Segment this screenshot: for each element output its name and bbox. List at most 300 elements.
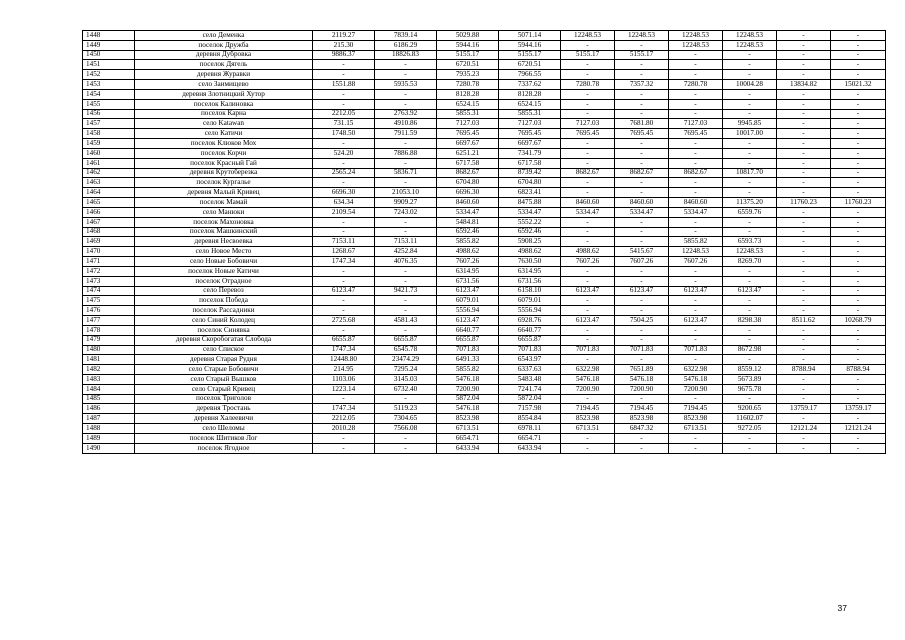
value-cell: - [561, 237, 615, 247]
value-cell: 6593.73 [723, 237, 777, 247]
value-cell: - [777, 109, 831, 119]
value-cell: 13759.17 [831, 404, 886, 414]
value-cell: - [777, 306, 831, 316]
value-cell: 7695.45 [437, 129, 499, 139]
value-cell: - [777, 89, 831, 99]
value-cell: 6697.67 [437, 139, 499, 149]
value-cell: - [723, 355, 777, 365]
value-cell: 10004.28 [723, 80, 777, 90]
value-cell: - [723, 433, 777, 443]
value-cell: - [723, 276, 777, 286]
row-number-cell: 1473 [83, 276, 135, 286]
value-cell: - [723, 188, 777, 198]
table-row [83, 325, 886, 335]
value-cell: 11602.07 [723, 414, 777, 424]
value-cell: 5334.47 [561, 207, 615, 217]
value-cell: - [561, 139, 615, 149]
value-cell: 7681.80 [615, 119, 669, 129]
value-cell: - [831, 306, 886, 316]
value-cell: - [831, 60, 886, 70]
table-row [83, 384, 886, 394]
value-cell: 12248.53 [615, 31, 669, 41]
value-cell: 5872.04 [499, 394, 561, 404]
value-cell: - [831, 50, 886, 60]
row-number-cell: 1451 [83, 60, 135, 70]
table-row [83, 139, 886, 149]
value-cell: 4988.62 [437, 247, 499, 257]
page-number: 37 [837, 603, 847, 613]
value-cell: - [723, 148, 777, 158]
value-cell: 9675.78 [723, 384, 777, 394]
value-cell: 5855.82 [669, 237, 723, 247]
table-row [83, 129, 886, 139]
value-cell: 23474.29 [375, 355, 437, 365]
value-cell: 6079.01 [437, 296, 499, 306]
row-number-cell: 1456 [83, 109, 135, 119]
value-cell: 7504.25 [615, 316, 669, 326]
value-cell: 7966.55 [499, 70, 561, 80]
value-cell: - [723, 70, 777, 80]
value-cell: 8460.60 [615, 198, 669, 208]
row-number-cell: 1475 [83, 296, 135, 306]
value-cell: - [313, 89, 375, 99]
value-cell: 21053.10 [375, 188, 437, 198]
value-cell: 215.30 [313, 40, 375, 50]
value-cell: 6545.78 [375, 345, 437, 355]
value-cell: - [561, 89, 615, 99]
value-cell: - [831, 286, 886, 296]
value-cell: 8682.67 [669, 168, 723, 178]
value-cell: - [669, 109, 723, 119]
value-cell: 8523.98 [561, 414, 615, 424]
value-cell: 6640.77 [437, 325, 499, 335]
table-row [83, 424, 886, 434]
value-cell: - [777, 276, 831, 286]
value-cell: 5908.25 [499, 237, 561, 247]
value-cell: - [723, 266, 777, 276]
settlement-name-cell: деревня Тростань [135, 404, 313, 414]
table-row [83, 257, 886, 267]
value-cell: - [669, 443, 723, 453]
row-number-cell: 1468 [83, 227, 135, 237]
table-row [83, 266, 886, 276]
value-cell: 2565.24 [313, 168, 375, 178]
value-cell: 5944.16 [499, 40, 561, 50]
settlement-name-cell: село Старый Вышков [135, 374, 313, 384]
value-cell: 6654.71 [499, 433, 561, 443]
value-cell: 6322.98 [561, 365, 615, 375]
row-number-cell: 1477 [83, 316, 135, 326]
value-cell: 7337.62 [499, 80, 561, 90]
row-number-cell: 1450 [83, 50, 135, 60]
value-cell: - [777, 257, 831, 267]
value-cell: - [375, 99, 437, 109]
value-cell: 8739.42 [499, 168, 561, 178]
value-cell: 7295.24 [375, 365, 437, 375]
row-number-cell: 1465 [83, 198, 135, 208]
table-row [83, 70, 886, 80]
value-cell: - [831, 109, 886, 119]
settlement-name-cell: поселок Клюков Мох [135, 139, 313, 149]
value-cell: - [831, 148, 886, 158]
value-cell: 6704.80 [499, 178, 561, 188]
value-cell: - [777, 70, 831, 80]
value-cell: - [561, 296, 615, 306]
value-cell: - [669, 139, 723, 149]
value-cell: 8298.38 [723, 316, 777, 326]
value-cell: - [615, 158, 669, 168]
value-cell: - [777, 237, 831, 247]
value-cell: 6186.29 [375, 40, 437, 50]
value-cell: 6123.47 [615, 286, 669, 296]
value-cell: - [375, 178, 437, 188]
value-cell: - [375, 139, 437, 149]
value-cell: 7341.79 [499, 148, 561, 158]
value-cell: - [831, 296, 886, 306]
table-row [83, 40, 886, 50]
value-cell: - [669, 296, 723, 306]
row-number-cell: 1464 [83, 188, 135, 198]
value-cell: - [777, 394, 831, 404]
settlement-name-cell: поселок Победа [135, 296, 313, 306]
value-cell: - [313, 394, 375, 404]
value-cell: 7071.83 [437, 345, 499, 355]
row-number-cell: 1459 [83, 139, 135, 149]
settlement-name-cell: село Старый Кривец [135, 384, 313, 394]
value-cell: - [777, 148, 831, 158]
value-cell: - [723, 217, 777, 227]
row-number-cell: 1481 [83, 355, 135, 365]
value-cell: - [313, 276, 375, 286]
value-cell: - [313, 325, 375, 335]
value-cell: - [723, 325, 777, 335]
value-cell: 5476.18 [437, 404, 499, 414]
table-row [83, 394, 886, 404]
value-cell: - [375, 276, 437, 286]
settlement-name-cell: поселок Отрадное [135, 276, 313, 286]
settlement-name-cell: поселок Махоновка [135, 217, 313, 227]
value-cell: 7153.11 [375, 237, 437, 247]
value-cell: 5476.18 [437, 374, 499, 384]
table-row [83, 168, 886, 178]
value-cell: 6732.40 [375, 384, 437, 394]
value-cell: 5855.82 [437, 365, 499, 375]
value-cell: 7651.89 [615, 365, 669, 375]
value-cell: 7071.83 [561, 345, 615, 355]
value-cell: 1268.67 [313, 247, 375, 257]
value-cell: 7566.08 [375, 424, 437, 434]
value-cell: - [313, 139, 375, 149]
value-cell: - [561, 99, 615, 109]
value-cell: - [831, 374, 886, 384]
table-row [83, 158, 886, 168]
value-cell: - [723, 99, 777, 109]
value-cell: - [669, 188, 723, 198]
value-cell: 8460.60 [561, 198, 615, 208]
value-cell: 7839.14 [375, 31, 437, 41]
value-cell: 7127.03 [437, 119, 499, 129]
settlement-name-cell: деревня Малый Кривец [135, 188, 313, 198]
row-number-cell: 1485 [83, 394, 135, 404]
value-cell: 7695.45 [615, 129, 669, 139]
value-cell: - [561, 325, 615, 335]
value-cell: 6704.80 [437, 178, 499, 188]
settlement-name-cell: село Перевоз [135, 286, 313, 296]
value-cell: 5552.22 [499, 217, 561, 227]
value-cell: - [561, 148, 615, 158]
value-cell: 5334.47 [499, 207, 561, 217]
value-cell: - [669, 276, 723, 286]
settlement-name-cell: поселок Мамай [135, 198, 313, 208]
value-cell: 3145.03 [375, 374, 437, 384]
value-cell: - [831, 119, 886, 129]
value-cell: - [777, 433, 831, 443]
value-cell: 4910.86 [375, 119, 437, 129]
settlement-name-cell: поселок Дягель [135, 60, 313, 70]
value-cell: 5119.23 [375, 404, 437, 414]
table-row [83, 286, 886, 296]
table-row [83, 365, 886, 375]
settlement-name-cell: деревня Крутоберезка [135, 168, 313, 178]
value-cell: 1103.06 [313, 374, 375, 384]
row-number-cell: 1488 [83, 424, 135, 434]
value-cell: - [831, 237, 886, 247]
row-number-cell: 1471 [83, 257, 135, 267]
value-cell: - [723, 178, 777, 188]
value-cell: 5855.31 [437, 109, 499, 119]
value-cell: - [375, 443, 437, 453]
row-number-cell: 1461 [83, 158, 135, 168]
value-cell: 6123.47 [561, 316, 615, 326]
value-cell: 6697.67 [499, 139, 561, 149]
row-number-cell: 1472 [83, 266, 135, 276]
row-number-cell: 1484 [83, 384, 135, 394]
row-number-cell: 1469 [83, 237, 135, 247]
settlement-name-cell: деревня Злотницкий Хутор [135, 89, 313, 99]
value-cell: - [777, 99, 831, 109]
value-cell: 6592.46 [437, 227, 499, 237]
value-cell: - [777, 129, 831, 139]
table-row [83, 316, 886, 326]
value-cell: 524.20 [313, 148, 375, 158]
value-cell: - [561, 276, 615, 286]
value-cell: - [669, 325, 723, 335]
value-cell: 7911.59 [375, 129, 437, 139]
value-cell: - [615, 394, 669, 404]
value-cell: - [615, 109, 669, 119]
row-number-cell: 1486 [83, 404, 135, 414]
row-number-cell: 1466 [83, 207, 135, 217]
value-cell: 5556.94 [437, 306, 499, 316]
value-cell: 9200.65 [723, 404, 777, 414]
table-row [83, 276, 886, 286]
value-cell: 9909.27 [375, 198, 437, 208]
value-cell: - [723, 89, 777, 99]
table-row [83, 50, 886, 60]
settlement-name-cell: деревня Журавки [135, 70, 313, 80]
value-cell: 6928.76 [499, 316, 561, 326]
value-cell: 4988.62 [499, 247, 561, 257]
value-cell: - [669, 89, 723, 99]
value-cell: 5334.47 [615, 207, 669, 217]
value-cell: - [375, 158, 437, 168]
table-row [83, 89, 886, 99]
value-cell: - [831, 40, 886, 50]
table-row [83, 198, 886, 208]
value-cell: - [831, 31, 886, 41]
value-cell: 7695.45 [669, 129, 723, 139]
value-cell: - [777, 217, 831, 227]
value-cell: - [777, 443, 831, 453]
table-row [83, 404, 886, 414]
row-number-cell: 1482 [83, 365, 135, 375]
value-cell: - [615, 325, 669, 335]
settlement-name-cell: село Синий Колодец [135, 316, 313, 326]
value-cell: 6543.97 [499, 355, 561, 365]
value-cell: - [561, 355, 615, 365]
value-cell: - [723, 227, 777, 237]
value-cell: - [777, 374, 831, 384]
tariff-table [82, 30, 886, 454]
settlement-name-cell: деревня Халеевичи [135, 414, 313, 424]
value-cell: 7200.90 [615, 384, 669, 394]
value-cell: 7243.02 [375, 207, 437, 217]
value-cell: - [723, 443, 777, 453]
value-cell: 10268.79 [831, 316, 886, 326]
value-cell: 5673.89 [723, 374, 777, 384]
value-cell: 6731.56 [437, 276, 499, 286]
value-cell: 6123.47 [669, 316, 723, 326]
value-cell: - [669, 355, 723, 365]
settlement-name-cell: деревня Дубровка [135, 50, 313, 60]
value-cell: - [777, 247, 831, 257]
value-cell: - [831, 345, 886, 355]
value-cell: - [669, 217, 723, 227]
value-cell: - [615, 306, 669, 316]
value-cell: - [615, 217, 669, 227]
value-cell: - [615, 178, 669, 188]
settlement-name-cell: село Новое Место [135, 247, 313, 257]
value-cell: - [831, 335, 886, 345]
value-cell: - [723, 296, 777, 306]
value-cell: - [561, 70, 615, 80]
table-row [83, 247, 886, 257]
value-cell: 5476.18 [669, 374, 723, 384]
value-cell: - [375, 227, 437, 237]
value-cell: - [831, 384, 886, 394]
table-row [83, 109, 886, 119]
value-cell: 7280.78 [669, 80, 723, 90]
value-cell: 7607.26 [669, 257, 723, 267]
value-cell: - [561, 266, 615, 276]
value-cell: 634.34 [313, 198, 375, 208]
value-cell: - [615, 188, 669, 198]
value-cell: - [831, 188, 886, 198]
value-cell: - [561, 335, 615, 345]
value-cell: - [777, 60, 831, 70]
settlement-name-cell: деревня Несвоевка [135, 237, 313, 247]
value-cell: - [313, 99, 375, 109]
value-cell: 7194.45 [669, 404, 723, 414]
value-cell: 6655.87 [499, 335, 561, 345]
value-cell: - [723, 335, 777, 345]
settlement-name-cell: село Манюки [135, 207, 313, 217]
value-cell: 11375.20 [723, 198, 777, 208]
value-cell: 7194.45 [615, 404, 669, 414]
value-cell: 13834.82 [777, 80, 831, 90]
value-cell: 7630.50 [499, 257, 561, 267]
value-cell: 6322.98 [669, 365, 723, 375]
value-cell: 7071.83 [669, 345, 723, 355]
value-cell: 7607.26 [437, 257, 499, 267]
value-cell: 6655.87 [313, 335, 375, 345]
value-cell: - [561, 306, 615, 316]
value-cell: 4076.35 [375, 257, 437, 267]
value-cell: 6524.15 [437, 99, 499, 109]
value-cell: - [831, 158, 886, 168]
value-cell: - [831, 207, 886, 217]
value-cell: 7280.78 [561, 80, 615, 90]
table-row [83, 355, 886, 365]
row-number-cell: 1470 [83, 247, 135, 257]
value-cell: - [777, 266, 831, 276]
value-cell: - [777, 178, 831, 188]
value-cell: 7607.26 [615, 257, 669, 267]
value-cell: - [313, 60, 375, 70]
row-number-cell: 1460 [83, 148, 135, 158]
value-cell: - [777, 207, 831, 217]
value-cell: 7127.03 [561, 119, 615, 129]
value-cell: 4581.43 [375, 316, 437, 326]
row-number-cell: 1448 [83, 31, 135, 41]
value-cell: 1747.34 [313, 404, 375, 414]
value-cell: 5334.47 [437, 207, 499, 217]
value-cell: - [615, 276, 669, 286]
value-cell: 6713.51 [561, 424, 615, 434]
value-cell: 5071.14 [499, 31, 561, 41]
table-row [83, 227, 886, 237]
value-cell: 6251.21 [437, 148, 499, 158]
value-cell: 12121.24 [831, 424, 886, 434]
value-cell: - [561, 394, 615, 404]
value-cell: 11760.23 [777, 198, 831, 208]
settlement-name-cell: деревня Скоробогатая Слобода [135, 335, 313, 345]
value-cell: - [777, 227, 831, 237]
table-row [83, 217, 886, 227]
table-row [83, 433, 886, 443]
value-cell: 5334.47 [669, 207, 723, 217]
value-cell: - [669, 306, 723, 316]
row-number-cell: 1480 [83, 345, 135, 355]
row-number-cell: 1479 [83, 335, 135, 345]
value-cell: - [375, 433, 437, 443]
value-cell: - [723, 394, 777, 404]
value-cell: - [831, 99, 886, 109]
value-cell: - [615, 443, 669, 453]
value-cell: - [313, 217, 375, 227]
value-cell: - [831, 178, 886, 188]
value-cell: 8788.94 [777, 365, 831, 375]
value-cell: - [669, 158, 723, 168]
settlement-name-cell: село Шеломы [135, 424, 313, 434]
value-cell: 6731.56 [499, 276, 561, 286]
value-cell: 12248.53 [723, 31, 777, 41]
settlement-name-cell: село Заимищево [135, 80, 313, 90]
value-cell: 7200.90 [437, 384, 499, 394]
value-cell: - [615, 237, 669, 247]
value-cell: 12248.53 [669, 247, 723, 257]
row-number-cell: 1454 [83, 89, 135, 99]
